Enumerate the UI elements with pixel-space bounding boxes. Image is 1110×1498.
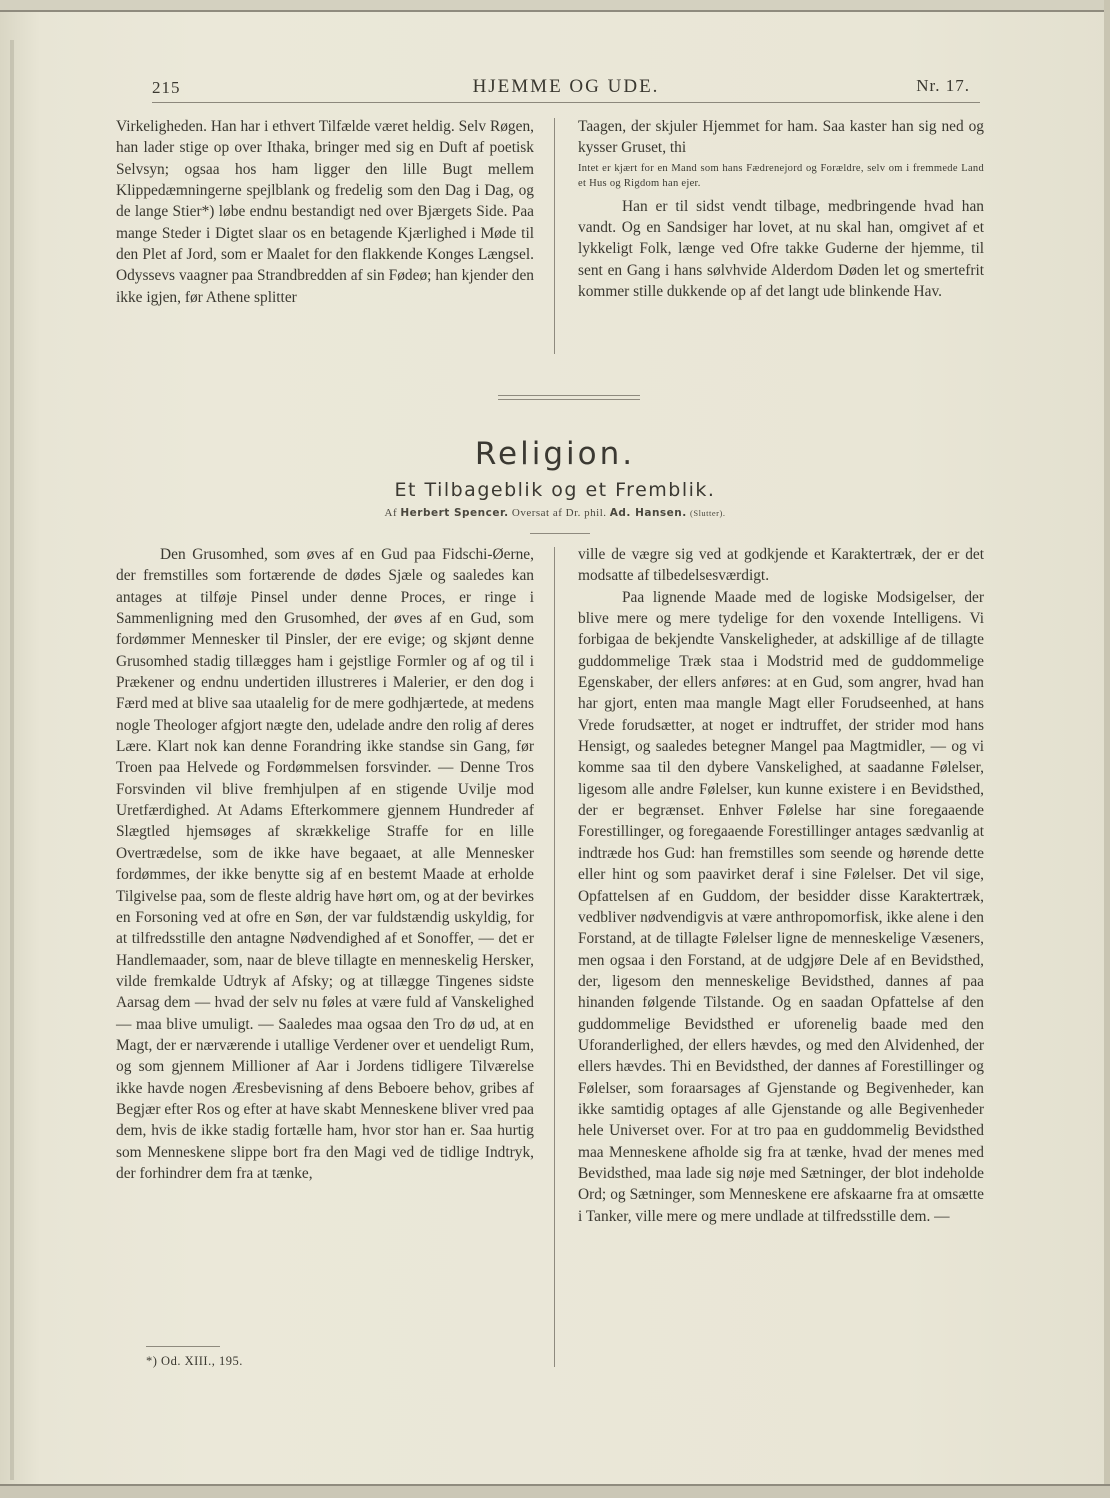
page-right-edge <box>1104 0 1110 1498</box>
section-divider <box>498 395 640 396</box>
running-head <box>152 74 980 103</box>
column-divider-main <box>554 547 555 1367</box>
article-paragraph: Den Grusomhed, som øves af en Gud paa Fidschi-Øerne, der fremstilles som fortærende de dødes Sjæle og saaledes kan antages at tilføje Pinsel under denne Proces, er ringe i Sammenligning med den Grusomhed, der øves af en Gud, som fordømmer Mennesker til Pinsler, der ere evige; og skjønt denne Grusomhed stadig tillægges ham i gejstlige Formler og af og til i Prækener og endnu undertiden illustreres i Malerier, er den dog i Færd med at blive saa utaalelig for de mere godhjærtede, at medens nogle Theologer afgjort nægte den, udelade andre den rolig af deres Lære. Klart nok kan denne Forandring ikke standse sin Gang, før Troen paa Helvede og Fordømmelsen forsvinder. — Denne Tros Forsvinden vil blive fremhjulpen af en stigende Uvilje mod Uretfærdighed. At Adams Efterkommere gjennem Hundreder af Slægtled hjemsøges af skrækkelige Straffe for en lille Overtrædelse, som de ikke have begaaet, at alle Mennesker fordømmes, der ikke benytte sig af en bestemt Maade at erholde Tilgivelse paa, som de fleste aldrig have hørt om, og at der bevirkes en Forsoning ved at ofre en Søn, der var fuldstændig uskyldig, for at tilfredsstille den antagne Nødvendighed af et Sonoffer, — det er Handlemaader, som, naar de bleve tillagte en menneskelig Hersker, vilde fremkalde Udtryk af Afsky; og at tillægge Tingenes sidste Aarsag dem — hvad der selv nu føles at være fuld af Vanskelighed — maa blive umuligt. — Saaledes maa ogsaa den Tro dø ud, at en Magt, der er nærværende i utallige Verdener over et uendeligt Rum, og som gjennem Millioner af Aar i Jordens tidligere Tilværelse ikke havde nogen Æresbevisning af dens Beboere behov, gribes af Begjær efter Ros og efter at have skabt Menneskene bliver vred paa dem, hvis de ikke stadig fortælle ham, hvor stor han er. Saa hurtig som Menneskene slippe bort fra den Magi ved de tidlige Indtryk, der forhindrer dem fra at tænke, <box>116 546 534 1182</box>
article-title: Religion. <box>474 436 636 472</box>
footnote-divider <box>146 1346 220 1347</box>
translator: Ad. Hansen. <box>609 507 687 519</box>
footnote: *) Od. XIII., 195. <box>146 1354 243 1368</box>
column-divider-top <box>554 118 555 354</box>
page-top-edge <box>0 0 1110 12</box>
article-left-column <box>116 544 534 1184</box>
author: Herbert Spencer. <box>400 507 509 519</box>
article-right-column <box>578 544 984 1227</box>
byline-divider <box>530 533 590 534</box>
previous-article-paragraph: Virkeligheden. Han har i ethvert Tilfælde været heldig. Selv Røgen, han lader stige op over Ithaka, bringer med sig en Duft af poetisk Selvsyn; ogsaa hos ham ligger den lille Bugt mellem Klippedæmningerne spejlblank og fredelig som den Dag i Dag, og de lange Stier*) løbe endnu bestandigt ned over Bjærgets Side. Paa mange Steder i Digtet slaar os en betagende Kjærlighed i Møde til den Plet af Jord, som er Maalet for den flakkende Konges Længsel. Odyssevs vaagner paa Strandbredden af sin Fødeø; han kjender den ikke igjen, før Athene splitter <box>116 118 534 306</box>
previous-article-right-column <box>578 116 984 302</box>
article-paragraph: Paa lignende Maade med de logiske Modsigelser, der blive mere og mere tydelige for den voxende Intelligens. Vi forbigaa de bekjendte Vanskeligheder, at adskillige af de tillagte guddommelige Træk staa i Modstrid med de guddommelige Egenskaber, der ellers anføres: at en Gud, som angrer, hvad han har gjort, enten maa mangle Magt eller Forudseenhed, at hans Vrede forudsætter, at noget er indtruffet, der strider mod hans Hensigt, og saaledes betegner Mangel paa Magtmidler, — og vi komme saa til den dybere Vanskelighed, at saadanne Følelser, ligesom alle andre Følelser, kun kunne existere i en Bevidsthed, der er begrænset. Enhver Følelse har sine foregaaende Forestillinger, og foregaaende Forestillinger antages sædvanlig at indtræde hos Gud: han fremstilles som seende og hørende dette eller hint og som paavirket deraf i sine Følelser. Det vil sige, Opfattelsen af en Guddom, der besidder disse Karaktertræk, vedbliver nødvendigvis at være anthropomorfisk, ikke alene i den Forstand, at de tillagte Følelser ligne de menneskelige Væseners, men ogsaa i den Forstand, at de udgjøre Dele af en Bevidsthed, der, ligesom den menneskelige Bevidsthed, dannes af paa hinanden følgende Tilstande. Og en saadan Opfattelse af den guddommelige Bevidsthed er uforenelig baade med den Uforanderlighed, der ellers hævdes, og med den Alvidenhed, der ellers hævdes. Thi en Bevidsthed, der dannes af Forestillinger og Følelser, som foraarsages af Gjenstande og Begivenheder, kan ikke samtidig optages af alle Gjenstande og alle Begivenheder hele Universet over. For at tro paa en guddommelig Bevidsthed maa Menneskene afholde sig fra at tænke, hvad der menes med Bevidsthed, maa lade sig nøje med Sætninger, der blot indeholde Ord; og Sætninger, som Menneskene ere afskaarne fra at omsætte i Tanker, ville mere og mere undlade at tilfredsstille dem. — <box>578 588 984 1225</box>
previous-article-paragraph: Han er til sidst vendt tilbage, medbringende hvad han vandt. Og en Sandsiger har lovet, at nu skal han, omgivet af et lykkeligt Folk, længe ved Ofre takke Guderne der hjemme, til sent en Gang i hans sølvhvide Alderdom Døden let og smertefrit kommer stille dukkende op af det langt ude blinkende Hav. <box>578 197 984 301</box>
translation-prefix: Oversat af Dr. phil. <box>511 507 607 519</box>
binding-shadow <box>10 40 14 1480</box>
byline <box>0 507 1110 519</box>
byline-prefix: Af <box>384 507 398 519</box>
continuation-status: (Slutter). <box>690 508 726 518</box>
verse-quotation: Intet er kjært for en Mand som hans Fædrenejord og Forældre, selv om i fremmede Land et Hus og Rigdom han ejer. <box>578 162 984 190</box>
previous-article-left-column <box>116 116 534 308</box>
previous-article-paragraph: Taagen, der skjuler Hjemmet for ham. Saa kaster han sig ned og kysser Gruset, thi <box>578 118 984 157</box>
article-paragraph: ville de vægre sig ved at godkjende et Karaktertræk, der er det modsatte af tilbedelsesværdigt. <box>578 546 984 585</box>
page-bottom-edge <box>0 1484 1110 1498</box>
article-subtitle: Et Tilbageblik og et Fremblik. <box>394 479 716 501</box>
page-number: 215 <box>152 78 181 97</box>
issue-number: Nr. 17. <box>916 76 970 95</box>
journal-title: HJEMME OG UDE. <box>472 76 660 97</box>
section-divider <box>498 399 640 400</box>
